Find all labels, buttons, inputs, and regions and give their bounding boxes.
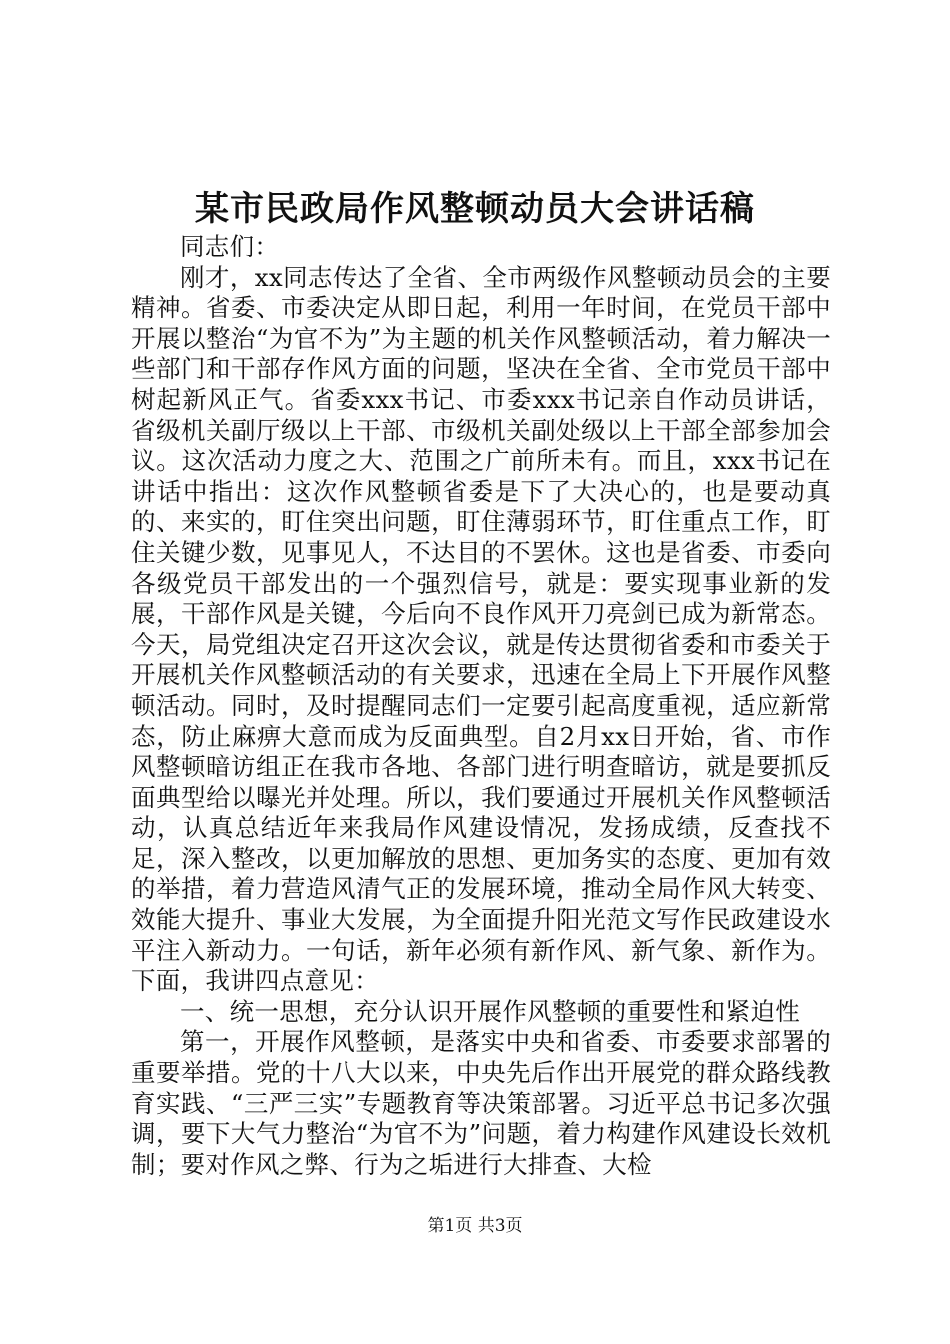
paragraph-first-point: 第一，开展作风整顿，是落实中央和省委、市委要求部署的重要举措。党的十八大以来，中央先后作出开展党的群众路线教育实践、“三严三实”专题教育等决策部署。习近平总书记多次强调，要下大气力整治“为官不为”问题，着力构建作风建设长效机制；要对作风之弊、行为之垢进行大排查、大检 — [131, 1027, 831, 1179]
page-footer: 第1页 共3页 — [427, 1216, 523, 1236]
document-body — [131, 232, 831, 1180]
salutation: 同志们： — [180, 232, 280, 261]
section-heading: 一、统一思想，充分认识开展作风整顿的重要性和紧迫性 — [180, 996, 800, 1026]
paragraph-intro: 刚才，xx同志传达了全省、全市两级作风整顿动员会的主要精神。省委、市委决定从即日起，利用一年时间，在党员干部中开展以整治“为官不为”为主题的机关作风整顿活动，着力解决一些部门和干部存作风方面的问题，坚决在全省、全市党员干部中树起新风正气。省委xxx书记、市委xxx书记亲自作动员讲话，省级机关副厅级以上干部、市级机关副处级以上干部全部参加会议。这次活动力度之大、范围之广前所未有。而且，xxx书记在讲话中指出：这次作风整顿省委是下了大决心的，也是要动真的、来实的，盯住突出问题，盯住薄弱环节，盯住重点工作，盯住关键少数，见事见人，不达目的不罢休。这也是省委、市委向各级党员干部发出的一个强烈信号，就是：要实现事业新的发展，干部作风是关键，今后向不良作风开刀亮剑已成为新常态。今天，局党组决定召开这次会议，就是传达贯彻省委和市委关于开展机关作风整顿活动的有关要求，迅速在全局上下开展作风整顿活动。同时，及时提醒同志们一定要引起高度重视，适应新常态，防止麻痹大意而成为反面典型。自2月xx日开始，省、市作风整顿暗访组正在我市各地、各部门进行明查暗访，就是要抓反面典型给以曝光并处理。所以，我们要通过开展机关作风整顿活动，认真总结近年来我局作风建设情况，发扬成绩，反查找不足，深入整改，以更加解放的思想、更加务实的态度、更加有效的举措，着力营造风清气正的发展环境，推动全局作风大转变、效能大提升、事业大发展，为全面提升阳光范文写作民政建设水平注入新动力。一句话，新年必须有新作风、新气象、新作为。下面，我讲四点意见： — [131, 262, 831, 996]
document-title: 某市民政局作风整顿动员大会讲话稿 — [195, 189, 755, 229]
